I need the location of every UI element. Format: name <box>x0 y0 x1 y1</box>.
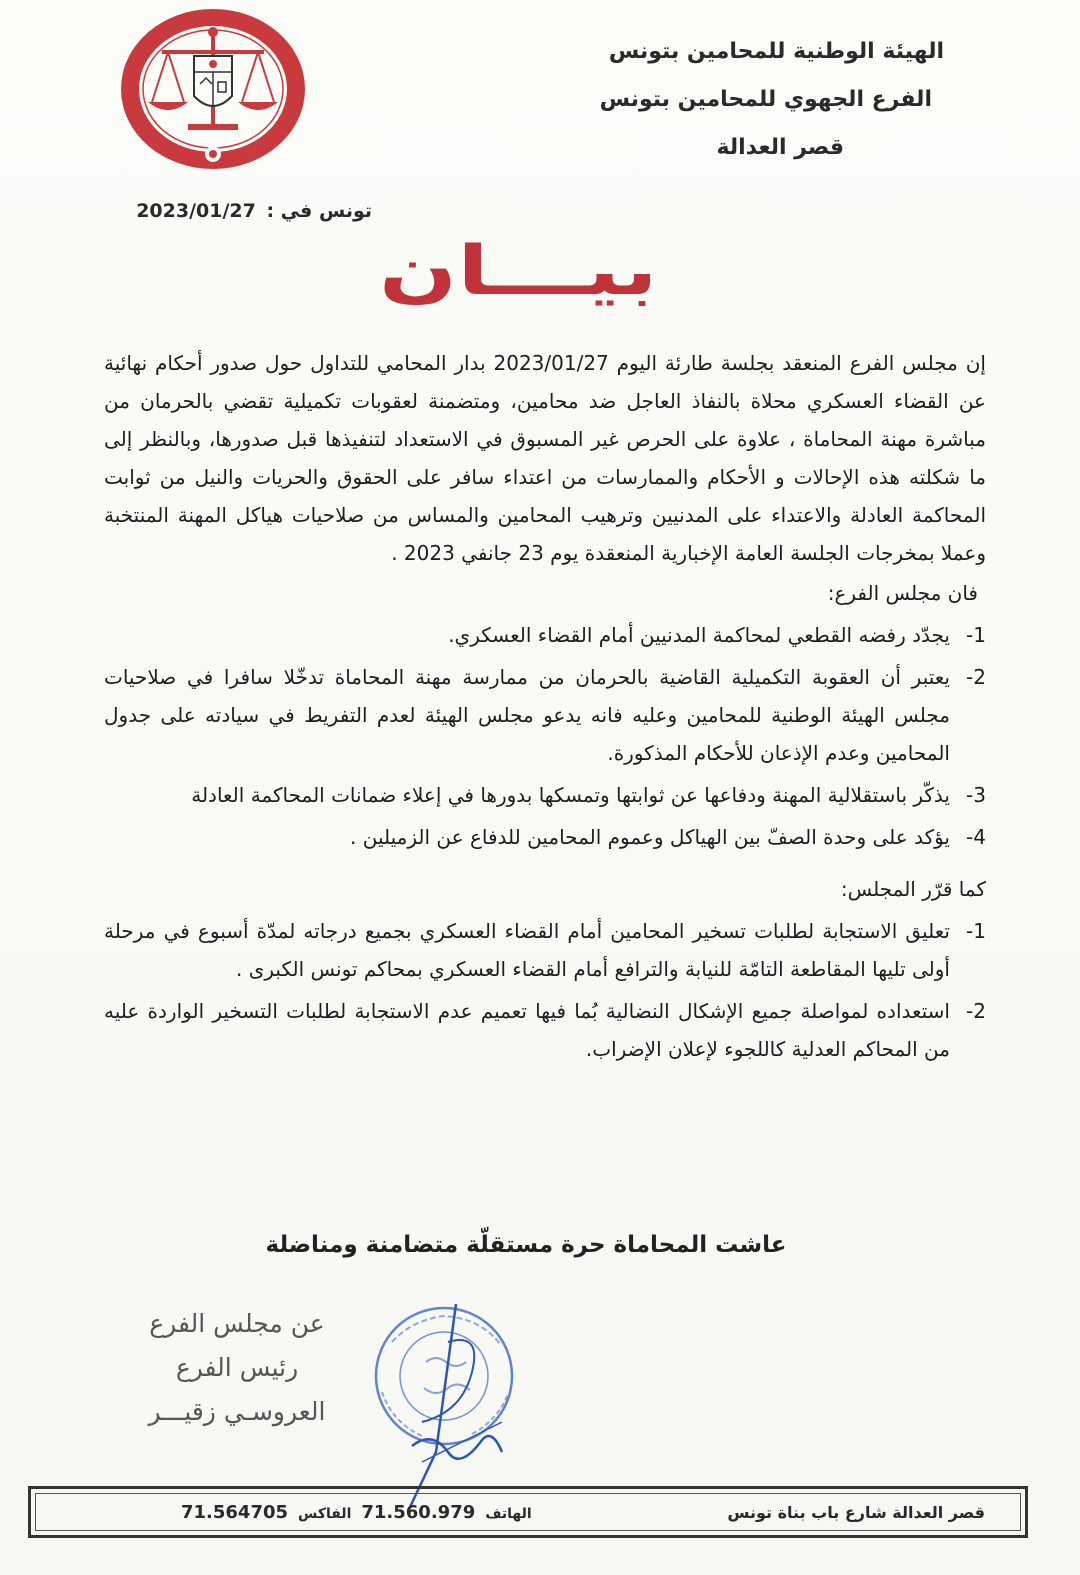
item-number: -4 <box>966 825 986 849</box>
decisions-list <box>104 912 986 1068</box>
item-text: يجدّد رفضه القطعي لمحاكمة المدنيين أمام القضاء العسكري. <box>448 623 950 647</box>
council-label: فان مجلس الفرع: <box>827 581 978 605</box>
phone-label: الهاتف <box>485 1505 532 1522</box>
list-item <box>104 616 986 654</box>
signature-name: العروسـي زقيـــر <box>148 1397 326 1426</box>
intro-text: إن مجلس الفرع المنعقد بجلسة طارئة اليوم 2023/01/27 بدار المحامي للتداول حول صدور أحكام نهائية عن القضاء العسكري محلاة بالنفاذ العاجل ضد محامين، ومتضمنة لعقوبات تكميلية تقضي بالحرمان من مباشرة مهنة المحاماة ، علاوة على الحرص غير المسبوق في الاستعداد لتنفيذها قبل صدورها، وبالنظر إلى ما شكلته هذه الإحالات و الأحكام والممارسات من اعتداء سافر على الحقوق والحريات والنيل من ثوابت المحاكمة العادلة والاعتداء على المدنيين وترهيب المحامين والمساس من صلاحيات هياكل المهنة المنتخبة وعملا بمخرجات الجلسة العامة الإخبارية المنعقدة يوم 23 جانفي 2023 . <box>104 351 986 565</box>
list-item <box>104 776 986 814</box>
item-number: -3 <box>966 783 986 807</box>
org-name: الهيئة الوطنية للمحامين بتونس <box>608 39 944 64</box>
footer-address: قصر العدالة شارع باب بناة تونس <box>727 1502 985 1522</box>
item-text: تعليق الاستجابة لطلبات تسخير المحامين أمام القضاء العسكري بجميع درجاته لمدّة أسبوع في مرحلة أولى تليها المقاطعة التامّة للنيابة والترافع أمام القضاء العسكري بمحاكم تونس الكبرى . <box>104 919 950 981</box>
item-text: يذكّر باستقلالية المهنة ودفاعها عن ثوابتها وتمسكها بدورها في إعلاء ضمانات المحاكمة العادلة <box>191 783 950 807</box>
item-number: -2 <box>966 999 986 1023</box>
council-points-list <box>104 616 986 856</box>
item-number: -1 <box>966 623 986 647</box>
branch-name: الفرع الجهوي للمحامين بتونس <box>599 87 932 112</box>
intro-paragraph <box>104 344 986 572</box>
item-number: -2 <box>966 665 986 689</box>
signature-block <box>112 1302 362 1434</box>
signature-on-behalf: عن مجلس الفرع <box>149 1309 325 1338</box>
title-text: بيـــان <box>378 232 658 311</box>
document-date <box>136 200 372 222</box>
list-item <box>104 818 986 856</box>
letterhead <box>584 28 944 172</box>
document-title <box>0 232 1080 311</box>
date-value: 2023/01/27 <box>136 200 256 222</box>
closing-slogan <box>0 1232 1080 1258</box>
decisions-label: كما قرّر المجلس: <box>840 877 986 901</box>
list-item <box>104 992 986 1068</box>
item-text: يؤكد على وحدة الصفّ بين الهياكل وعموم المحامين للدفاع عن الزميلين . <box>350 825 950 849</box>
item-text: يعتبر أن العقوبة التكميلية القاضية بالحرمان من ممارسة مهنة المحاماة تدخّلا سافرا في صلاحيات مجلس الهيئة الوطنية للمحامين وعليه فانه يدعو مجلس الهيئة لعدم التفريط في سيادته على جدول المحامين وعدم الإذعان للأحكام المذكورة. <box>104 665 950 765</box>
list-item <box>104 912 986 988</box>
fax-label: الفاكس <box>298 1505 352 1522</box>
phone-number: 71.560.979 <box>361 1501 476 1523</box>
official-stamp <box>352 1302 542 1512</box>
branch-location: قصر العدالة <box>716 135 844 160</box>
letterhead-footer <box>28 1486 1028 1538</box>
footer-contacts <box>181 1502 532 1523</box>
signature-role: رئيس الفرع <box>175 1353 299 1382</box>
fax-number: 71.564705 <box>181 1501 289 1523</box>
slogan-text: عاشت المحاماة حرة مستقلّة متضامنة ومناضلة <box>265 1232 787 1258</box>
item-text: استعداده لمواصلة جميع الإشكال النضالية بُما فيها تعميم عدم الاستجابة لطلبات التسخير الواردة عليه من المحاكم العدلية كاللجوء لإعلان الإضراب. <box>104 999 950 1061</box>
bar-association-logo <box>118 6 308 172</box>
statement-body <box>104 344 986 1072</box>
date-label: تونس في : <box>266 200 372 222</box>
item-number: -1 <box>966 919 986 943</box>
list-item <box>104 658 986 772</box>
